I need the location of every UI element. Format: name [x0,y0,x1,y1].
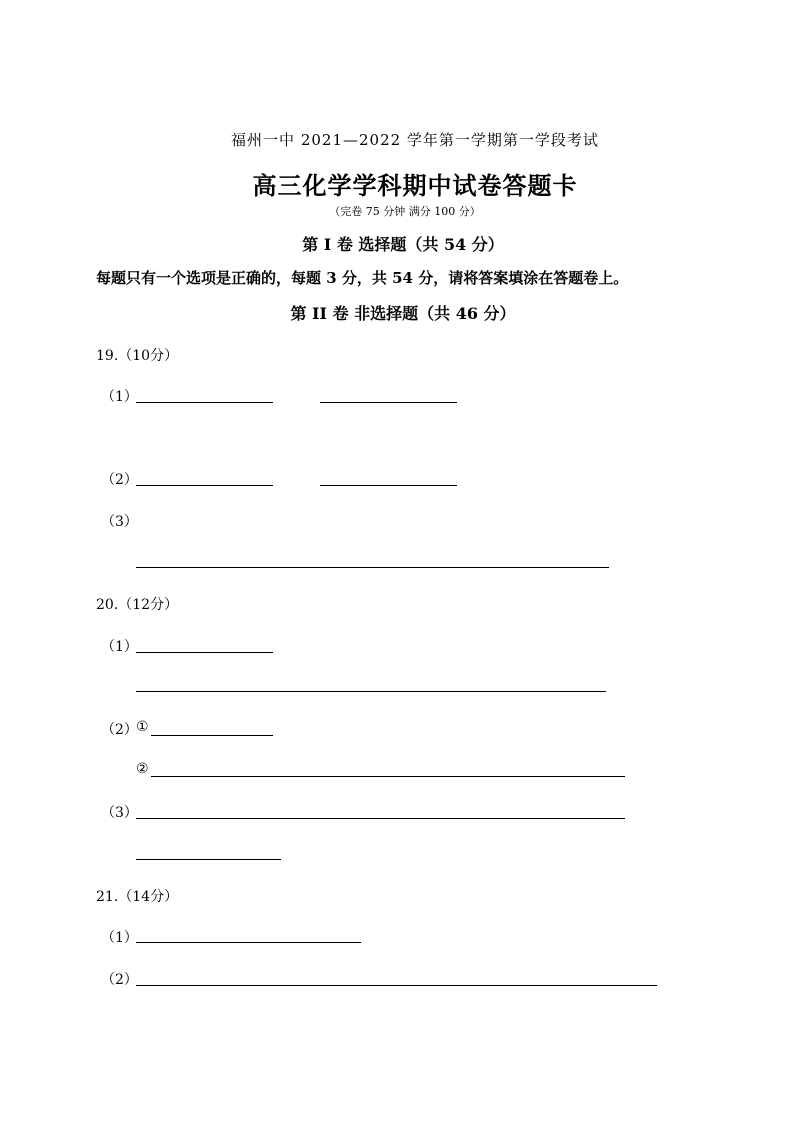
q19-2-answer-line-a[interactable] [136,485,273,486]
q21-sub2-label: （2） [101,972,138,988]
part2-title: 第 II 卷 非选择题（共 46 分） [290,304,516,323]
question-20-label: 20.（12分） [96,597,179,613]
question-21-label: 21.（14分） [96,889,179,905]
q20-3-answer-line-a[interactable] [136,818,625,819]
q19-3-answer-line[interactable] [136,567,609,568]
q20-sub3-label: （3） [101,805,138,821]
part1-title: 第 I 卷 选择题（共 54 分） [302,235,504,254]
q21-sub1-label: （1） [101,930,138,946]
q19-2-answer-line-b[interactable] [320,485,457,486]
exam-time-info: （完卷 75 分钟 满分 100 分） [329,205,481,218]
q20-1-answer-line-a[interactable] [136,652,273,653]
q21-1-answer-line[interactable] [136,942,361,943]
q19-sub3-label: （3） [101,514,138,530]
q19-sub1-label: （1） [101,389,138,405]
q19-1-answer-line-a[interactable] [136,402,273,403]
q20-3-answer-line-b[interactable] [136,859,281,860]
q20-2-circle2-label: ② [136,761,149,777]
q20-sub2-label: （2） [101,722,138,738]
q21-2-answer-line[interactable] [136,985,657,986]
q20-2-1-answer-line[interactable] [151,735,273,736]
part1-instruction: 每题只有一个选项是正确的，每题 3 分，共 54 分，请将答案填涂在答题卷上。 [96,269,629,287]
q20-1-answer-line-b[interactable] [136,691,606,692]
q19-sub2-label: （2） [101,472,138,488]
q20-sub1-label: （1） [101,639,138,655]
q19-1-answer-line-b[interactable] [320,402,457,403]
q20-2-2-answer-line[interactable] [151,776,625,777]
page-title: 高三化学学科期中试卷答题卡 [252,171,578,200]
q20-2-circle1-label: ① [136,719,149,735]
school-exam-line: 福州一中 2021—2022 学年第一学期第一学段考试 [231,131,599,149]
question-19-label: 19.（10分） [96,348,179,364]
